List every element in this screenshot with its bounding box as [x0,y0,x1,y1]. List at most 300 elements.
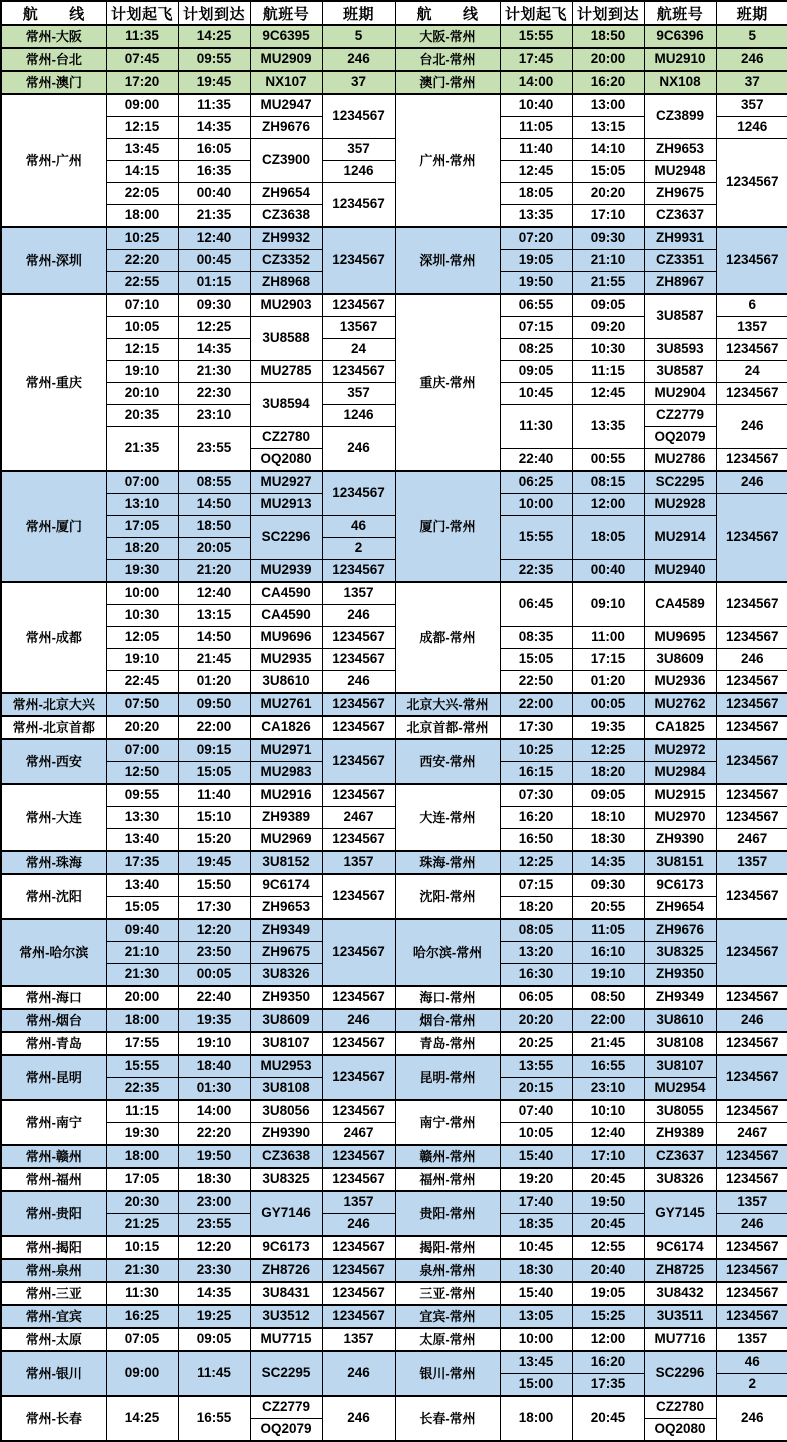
arrival-time-cell: 18:05 [572,516,644,560]
arrival-time-cell: 13:15 [572,117,644,139]
arrival-time-cell: 00:45 [178,250,250,272]
departure-time-cell: 07:20 [500,227,572,250]
route-cell: 常州-南宁 [1,1100,106,1145]
flight-row [1,986,787,1009]
flight-number-cell: OQ2079 [644,427,716,449]
flight-number-cell: MU9695 [644,627,716,649]
departure-time-cell: 17:05 [106,1168,178,1191]
route-cell: 厦门-常州 [395,471,500,582]
route-cell: 台北-常州 [395,48,500,71]
route-cell: 成都-常州 [395,582,500,693]
days-cell: 246 [716,1396,787,1441]
days-cell: 246 [716,405,787,449]
departure-time-cell: 21:30 [106,964,178,987]
route-cell: 常州-大连 [1,784,106,851]
days-cell: 1234567 [322,693,395,716]
departure-time-cell: 13:35 [500,205,572,228]
flight-number-cell: MU2984 [644,762,716,785]
departure-time-cell: 21:25 [106,1214,178,1237]
route-cell: 常州-澳门 [1,71,106,94]
departure-time-cell: 22:50 [500,671,572,694]
days-cell: 1234567 [716,1282,787,1305]
arrival-time-cell: 18:20 [572,762,644,785]
days-cell: 246 [716,471,787,494]
route-cell: 常州-银川 [1,1351,106,1396]
flight-number-cell: CZ3637 [644,205,716,228]
flight-row [1,671,787,694]
flight-row [1,405,787,427]
departure-time-cell: 16:30 [500,964,572,987]
arrival-time-cell: 12:25 [572,739,644,762]
arrival-time-cell: 20:05 [178,538,250,560]
header-days-right: 班期 [716,1,787,25]
arrival-time-cell: 13:15 [178,605,250,627]
arrival-time-cell: 00:05 [178,964,250,987]
flight-row [1,1305,787,1328]
days-cell: 1234567 [322,919,395,986]
arrival-time-cell: 19:45 [178,851,250,874]
days-cell: 246 [716,48,787,71]
days-cell: 1234567 [716,1305,787,1328]
arrival-time-cell: 22:30 [178,383,250,405]
days-cell: 1357 [716,851,787,874]
arrival-time-cell: 16:05 [178,139,250,161]
days-cell: 2467 [716,829,787,852]
flight-number-cell: CZ3351 [644,250,716,272]
days-cell: 1357 [716,317,787,339]
header-route-left: 航 线 [1,1,106,25]
flight-number-cell: 3U3512 [250,1305,322,1328]
departure-time-cell: 12:15 [106,117,178,139]
flight-number-cell: MU2954 [644,1078,716,1101]
flight-number-cell: CA1825 [644,716,716,739]
days-cell: 1234567 [322,560,395,583]
arrival-time-cell: 20:55 [572,897,644,920]
route-cell: 常州-长春 [1,1396,106,1441]
route-cell: 常州-青岛 [1,1032,106,1055]
arrival-time-cell: 01:20 [178,671,250,694]
header-arrival-right: 计划到达 [572,1,644,25]
days-cell: 1234567 [716,919,787,986]
flight-number-cell: MU7715 [250,1328,322,1351]
flight-number-cell: CZ2780 [644,1396,716,1419]
flight-row [1,48,787,71]
route-cell: 常州-成都 [1,582,106,693]
departure-time-cell: 19:20 [500,1168,572,1191]
days-cell: 5 [322,25,395,48]
days-cell: 1234567 [716,739,787,784]
departure-time-cell: 10:00 [500,1328,572,1351]
arrival-time-cell: 09:05 [178,1328,250,1351]
arrival-time-cell: 11:40 [178,784,250,807]
route-cell: 常州-广州 [1,94,106,227]
route-cell: 赣州-常州 [395,1145,500,1168]
departure-time-cell: 08:35 [500,627,572,649]
arrival-time-cell: 09:20 [572,317,644,339]
departure-time-cell: 16:25 [106,1305,178,1328]
departure-time-cell: 20:10 [106,383,178,405]
arrival-time-cell: 19:10 [572,964,644,987]
arrival-time-cell: 12:00 [572,494,644,516]
departure-time-cell: 10:05 [500,1123,572,1146]
departure-time-cell: 18:30 [500,1259,572,1282]
flight-row [1,1328,787,1351]
departure-time-cell: 13:45 [500,1351,572,1374]
departure-time-cell: 17:20 [106,71,178,94]
flight-number-cell: GY7145 [644,1191,716,1236]
departure-time-cell: 20:30 [106,1191,178,1214]
flight-number-cell: CA1826 [250,716,322,739]
departure-time-cell: 07:45 [106,48,178,71]
flight-row [1,807,787,829]
days-cell: 1234567 [322,739,395,784]
flight-number-cell: ZH8725 [644,1259,716,1282]
flight-row [1,649,787,671]
route-cell: 常州-太原 [1,1328,106,1351]
flight-number-cell: MU2903 [250,294,322,317]
flight-number-cell: 3U8325 [644,942,716,964]
arrival-time-cell: 16:55 [572,1055,644,1078]
arrival-time-cell: 19:25 [178,1305,250,1328]
days-cell: 357 [322,139,395,161]
flight-number-cell: GY7146 [250,1191,322,1236]
arrival-time-cell: 21:45 [572,1032,644,1055]
arrival-time-cell: 10:30 [572,339,644,361]
arrival-time-cell: 14:35 [178,1282,250,1305]
flight-number-cell: MU2935 [250,649,322,671]
route-cell: 重庆-常州 [395,294,500,471]
departure-time-cell: 18:20 [106,538,178,560]
arrival-time-cell: 15:05 [178,762,250,785]
departure-time-cell: 13:45 [106,139,178,161]
departure-time-cell: 06:05 [500,986,572,1009]
departure-time-cell: 22:40 [500,449,572,472]
route-cell: 沈阳-常州 [395,874,500,919]
departure-time-cell: 20:15 [500,1078,572,1101]
flight-number-cell: ZH9654 [644,897,716,920]
departure-time-cell: 22:35 [500,560,572,583]
departure-time-cell: 20:35 [106,405,178,427]
days-cell: 1246 [322,405,395,427]
flight-row [1,1282,787,1305]
arrival-time-cell: 09:15 [178,739,250,762]
flight-number-cell: CZ2780 [250,427,322,449]
flight-number-cell: MU2928 [644,494,716,516]
departure-time-cell: 15:40 [500,1145,572,1168]
arrival-time-cell: 23:10 [178,405,250,427]
departure-time-cell: 07:15 [500,317,572,339]
arrival-time-cell: 18:50 [572,25,644,48]
departure-time-cell: 08:25 [500,339,572,361]
departure-time-cell: 15:55 [106,1055,178,1078]
arrival-time-cell: 16:10 [572,942,644,964]
flight-number-cell: 3U8609 [250,1009,322,1032]
arrival-time-cell: 09:05 [572,784,644,807]
departure-time-cell: 10:00 [106,582,178,605]
days-cell: 1357 [716,1191,787,1214]
departure-time-cell: 13:40 [106,829,178,852]
arrival-time-cell: 12:40 [178,227,250,250]
departure-time-cell: 22:45 [106,671,178,694]
days-cell: 1234567 [322,183,395,228]
flight-number-cell: 3U8056 [250,1100,322,1123]
arrival-time-cell: 08:15 [572,471,644,494]
arrival-time-cell: 20:45 [572,1168,644,1191]
arrival-time-cell: 11:45 [178,1351,250,1396]
departure-time-cell: 11:05 [500,117,572,139]
arrival-time-cell: 17:10 [572,1145,644,1168]
flight-row [1,1145,787,1168]
days-cell: 357 [716,94,787,117]
days-cell: 1234567 [716,494,787,583]
arrival-time-cell: 20:00 [572,48,644,71]
departure-time-cell: 13:05 [500,1305,572,1328]
departure-time-cell: 09:55 [106,784,178,807]
departure-time-cell: 12:05 [106,627,178,649]
departure-time-cell: 16:20 [500,807,572,829]
days-cell: 2 [716,1374,787,1397]
arrival-time-cell: 09:30 [572,227,644,250]
days-cell: 1234567 [322,94,395,139]
departure-time-cell: 16:15 [500,762,572,785]
arrival-time-cell: 18:30 [572,829,644,852]
arrival-time-cell: 12:45 [572,383,644,405]
departure-time-cell: 20:25 [500,1032,572,1055]
flight-number-cell: 3U8588 [250,317,322,361]
days-cell: 246 [322,1009,395,1032]
route-cell: 常州-赣州 [1,1145,106,1168]
departure-time-cell: 07:30 [500,784,572,807]
days-cell: 1234567 [322,829,395,852]
flight-row [1,1396,787,1419]
flight-number-cell: 3U8152 [250,851,322,874]
flight-row [1,739,787,762]
flight-row [1,71,787,94]
departure-time-cell: 18:20 [500,897,572,920]
departure-time-cell: 22:20 [106,250,178,272]
days-cell: 5 [716,25,787,48]
departure-time-cell: 10:05 [106,317,178,339]
header-departure-right: 计划起飞 [500,1,572,25]
departure-time-cell: 10:00 [500,494,572,516]
arrival-time-cell: 20:20 [572,183,644,205]
flight-number-cell: 3U8108 [250,1078,322,1101]
departure-time-cell: 11:40 [500,139,572,161]
route-cell: 青岛-常州 [395,1032,500,1055]
departure-time-cell: 11:30 [500,405,572,449]
flight-number-cell: ZH9653 [250,897,322,920]
arrival-time-cell: 17:15 [572,649,644,671]
days-cell: 1234567 [716,227,787,294]
departure-time-cell: 08:05 [500,919,572,942]
departure-time-cell: 06:45 [500,582,572,627]
arrival-time-cell: 09:30 [572,874,644,897]
departure-time-cell: 14:15 [106,161,178,183]
flight-number-cell: OQ2079 [250,1419,322,1442]
arrival-time-cell: 09:50 [178,693,250,716]
departure-time-cell: 19:10 [106,649,178,671]
route-cell: 广州-常州 [395,94,500,227]
flight-number-cell: 3U8107 [250,1032,322,1055]
flight-row [1,383,787,405]
days-cell: 1234567 [322,1032,395,1055]
flight-number-cell: ZH9676 [644,919,716,942]
departure-time-cell: 07:05 [106,1328,178,1351]
flight-number-cell: MU2927 [250,471,322,494]
departure-time-cell: 12:45 [500,161,572,183]
route-cell: 烟台-常州 [395,1009,500,1032]
days-cell: 1234567 [322,874,395,919]
days-cell: 1357 [322,1191,395,1214]
arrival-time-cell: 14:35 [178,339,250,361]
flight-number-cell: OQ2080 [250,449,322,472]
flight-number-cell: CZ2779 [250,1396,322,1419]
route-cell: 泉州-常州 [395,1259,500,1282]
route-cell: 常州-深圳 [1,227,106,294]
departure-time-cell: 20:00 [106,986,178,1009]
departure-time-cell: 15:05 [500,649,572,671]
departure-time-cell: 15:55 [500,516,572,560]
arrival-time-cell: 14:25 [178,25,250,48]
arrival-time-cell: 00:55 [572,449,644,472]
departure-time-cell: 16:50 [500,829,572,852]
days-cell: 1234567 [322,649,395,671]
days-cell: 246 [322,671,395,694]
flight-number-cell: CA4589 [644,582,716,627]
flight-number-cell: SC2295 [250,1351,322,1396]
departure-time-cell: 18:00 [500,1396,572,1441]
days-cell: 246 [322,605,395,627]
days-cell: 246 [322,1351,395,1396]
flight-row [1,560,787,583]
arrival-time-cell: 23:50 [178,942,250,964]
arrival-time-cell: 19:45 [178,71,250,94]
days-cell: 1234567 [322,1282,395,1305]
days-cell: 1234567 [322,1259,395,1282]
header-arrival-left: 计划到达 [178,1,250,25]
departure-time-cell: 19:30 [106,1123,178,1146]
arrival-time-cell: 12:40 [572,1123,644,1146]
route-cell: 常州-哈尔滨 [1,919,106,986]
days-cell: 1234567 [716,1259,787,1282]
departure-time-cell: 07:00 [106,471,178,494]
flight-number-cell: 3U8151 [644,851,716,874]
flight-number-cell: MU2947 [250,94,322,117]
days-cell: 1234567 [716,139,787,228]
flight-number-cell: SC2296 [250,516,322,560]
flight-number-cell: ZH9389 [250,807,322,829]
route-cell: 常州-大阪 [1,25,106,48]
arrival-time-cell: 23:00 [178,1191,250,1214]
flight-number-cell: 3U8326 [644,1168,716,1191]
days-cell: 1234567 [716,383,787,405]
route-cell: 常州-揭阳 [1,1236,106,1259]
days-cell: 37 [716,71,787,94]
arrival-time-cell: 11:05 [572,919,644,942]
flight-row [1,339,787,361]
departure-time-cell: 07:00 [106,739,178,762]
flight-number-cell: MU2983 [250,762,322,785]
days-cell: 24 [322,339,395,361]
flight-number-cell: ZH9389 [644,1123,716,1146]
arrival-time-cell: 01:30 [178,1078,250,1101]
days-cell: 1234567 [716,693,787,716]
flight-number-cell: OQ2080 [644,1419,716,1442]
flight-number-cell: MU2913 [250,494,322,516]
departure-time-cell: 10:40 [500,94,572,117]
days-cell: 246 [716,1009,787,1032]
days-cell: 1234567 [716,874,787,919]
departure-time-cell: 18:00 [106,205,178,228]
days-cell: 1234567 [322,986,395,1009]
arrival-time-cell: 10:10 [572,1100,644,1123]
flight-number-cell: ZH8967 [644,272,716,295]
days-cell: 1234567 [322,227,395,294]
header-days-left: 班期 [322,1,395,25]
flight-row [1,1032,787,1055]
flight-row [1,627,787,649]
departure-time-cell: 06:55 [500,294,572,317]
departure-time-cell: 11:35 [106,25,178,48]
flight-number-cell: NX108 [644,71,716,94]
flight-row [1,1236,787,1259]
days-cell: 1246 [716,117,787,139]
days-cell: 2467 [322,1123,395,1146]
flight-number-cell: MU2969 [250,829,322,852]
arrival-time-cell: 12:25 [178,317,250,339]
arrival-time-cell: 00:40 [572,560,644,583]
days-cell: 2467 [322,807,395,829]
flight-number-cell: MU2970 [644,807,716,829]
days-cell: 1234567 [716,671,787,694]
flight-number-cell: 9C6174 [250,874,322,897]
departure-time-cell: 07:10 [106,294,178,317]
days-cell: 2 [322,538,395,560]
departure-time-cell: 13:10 [106,494,178,516]
flight-number-cell: 3U8325 [250,1168,322,1191]
days-cell: 1234567 [716,449,787,472]
flight-row [1,919,787,942]
flight-number-cell: CZ3352 [250,250,322,272]
flight-row [1,516,787,538]
route-cell: 南宁-常州 [395,1100,500,1145]
arrival-time-cell: 08:50 [572,986,644,1009]
departure-time-cell: 17:05 [106,516,178,538]
arrival-time-cell: 08:55 [178,471,250,494]
departure-time-cell: 22:00 [500,693,572,716]
flight-number-cell: CZ3638 [250,1145,322,1168]
departure-time-cell: 17:35 [106,851,178,874]
departure-time-cell: 15:40 [500,1282,572,1305]
flight-row [1,1055,787,1078]
days-cell: 46 [716,1351,787,1374]
arrival-time-cell: 12:00 [572,1328,644,1351]
flight-number-cell: SC2295 [644,471,716,494]
flight-number-cell: ZH8968 [250,272,322,295]
flight-number-cell: MU2971 [250,739,322,762]
header-route-right: 航 线 [395,1,500,25]
route-cell: 澳门-常州 [395,71,500,94]
departure-time-cell: 15:00 [500,1374,572,1397]
flight-number-cell: MU2909 [250,48,322,71]
days-cell: 6 [716,294,787,317]
flight-number-cell: 3U8587 [644,294,716,339]
route-cell: 宜宾-常州 [395,1305,500,1328]
departure-time-cell: 11:30 [106,1282,178,1305]
flight-number-cell: ZH9675 [250,942,322,964]
arrival-time-cell: 11:00 [572,627,644,649]
flight-number-cell: 3U8055 [644,1100,716,1123]
